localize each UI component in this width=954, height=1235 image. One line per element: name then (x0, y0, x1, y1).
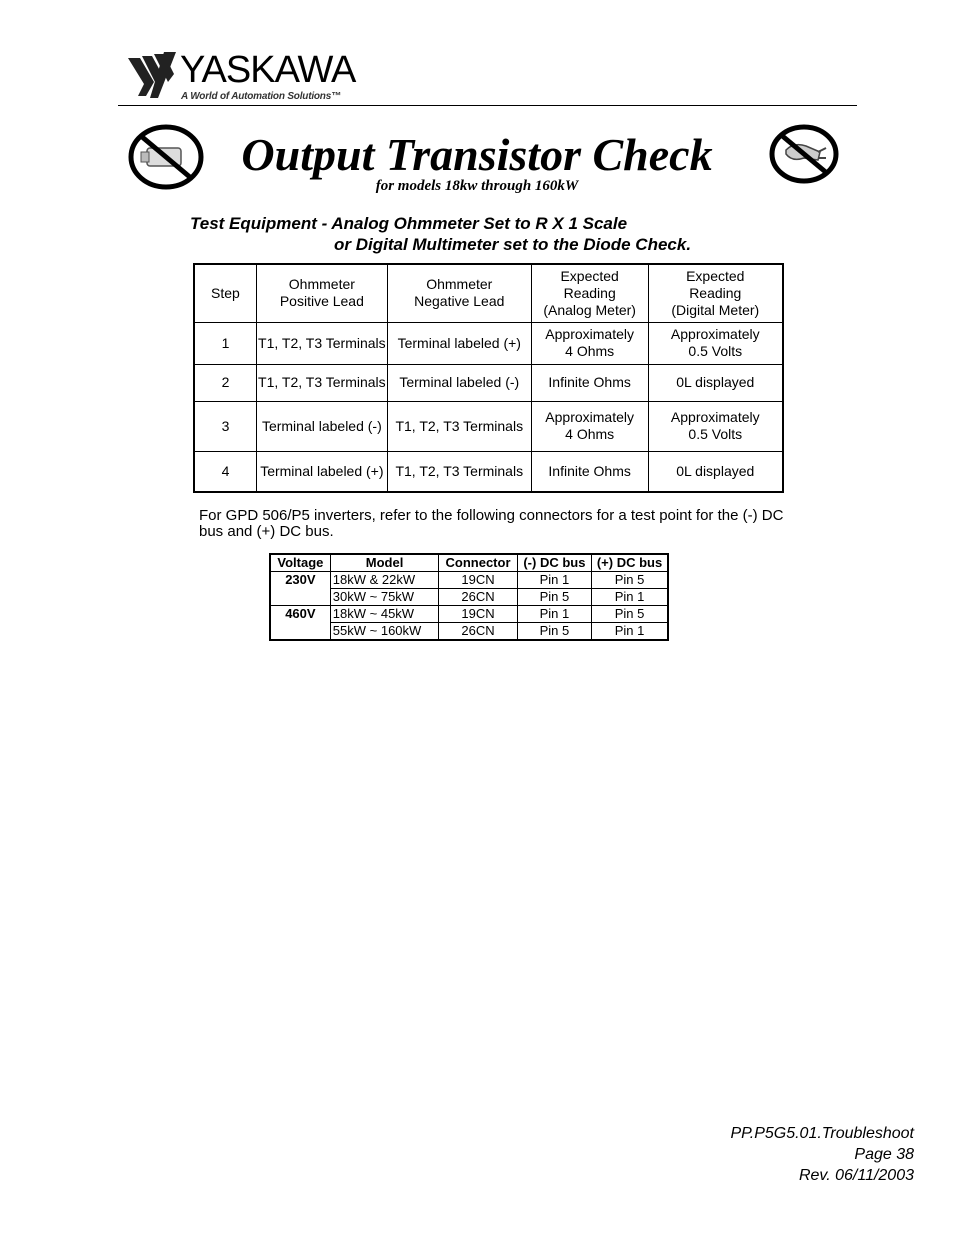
table-cell: Terminal labeled (-) (387, 364, 531, 401)
table-cell: T1, T2, T3 Terminals (256, 322, 387, 364)
page-subtitle: for models 18kw through 160kW (375, 178, 579, 194)
test-equipment-line-2: or Digital Multimeter set to the Diode Check. (334, 235, 692, 254)
header-cell: Expected Reading (Analog Meter) (531, 264, 648, 322)
table-cell: Terminal labeled (+) (256, 451, 387, 492)
test-equipment-line-1: Test Equipment - Analog Ohmmeter Set to R X 1 Scale (190, 214, 628, 233)
table-header-row (194, 264, 783, 322)
table-cell: 55kW ~ 160kW (330, 623, 439, 641)
table-row (194, 364, 783, 401)
document-id: PP.P5G5.01.Troubleshoot (730, 1125, 914, 1142)
header-cell: Ohmmeter Negative Lead (387, 264, 531, 322)
table-cell: 3 (194, 401, 256, 451)
table-cell: T1, T2, T3 Terminals (256, 364, 387, 401)
table-cell: 0L displayed (648, 364, 783, 401)
no-plug-icon (768, 124, 840, 184)
table-cell: Approximately 0.5 Volts (648, 401, 783, 451)
table-row (194, 401, 783, 451)
page-title: Output Transistor Check (241, 129, 713, 180)
header-cell: Ohmmeter Positive Lead (256, 264, 387, 322)
table-cell: T1, T2, T3 Terminals (387, 451, 531, 492)
table-cell: 18kW & 22kW (330, 572, 439, 589)
header-divider (118, 105, 857, 106)
transistor-check-table (193, 263, 784, 493)
table-cell: Pin 5 (592, 572, 668, 589)
header-cell: (-) DC bus (517, 554, 591, 572)
table-row (194, 451, 783, 492)
page-number: Page 38 (854, 1146, 914, 1163)
table-cell: 26CN (439, 589, 517, 606)
brand-name: YASKAWA (180, 49, 356, 91)
table-cell: 2 (194, 364, 256, 401)
brand-tagline: A World of Automation Solutions™ (181, 91, 341, 102)
table-row (270, 572, 668, 589)
header-cell: Expected Reading (Digital Meter) (648, 264, 783, 322)
table-cell: Terminal labeled (+) (387, 322, 531, 364)
table-cell: Approximately 4 Ohms (531, 322, 648, 364)
table-row (270, 623, 668, 641)
table-cell: T1, T2, T3 Terminals (387, 401, 531, 451)
table-cell: 26CN (439, 623, 517, 641)
table-cell: Pin 5 (517, 589, 591, 606)
table-cell: Pin 5 (592, 606, 668, 623)
table-cell: Approximately 0.5 Volts (648, 322, 783, 364)
table-cell: Terminal labeled (-) (256, 401, 387, 451)
table-cell: Infinite Ohms (531, 364, 648, 401)
dc-bus-note: For GPD 506/P5 inverters, refer to the following connectors for a test point for the (-) DC bus and (+) DC bus. (199, 507, 784, 540)
page-footer (730, 1123, 914, 1186)
table-cell: 0L displayed (648, 451, 783, 492)
table-cell: 19CN (439, 606, 517, 623)
voltage-cell: 460V (270, 606, 330, 641)
table-cell: Pin 1 (592, 589, 668, 606)
table-cell: 30kW ~ 75kW (330, 589, 439, 606)
table-cell: 4 (194, 451, 256, 492)
table-cell: Pin 5 (517, 623, 591, 641)
table-row (270, 606, 668, 623)
table-cell: 18kW ~ 45kW (330, 606, 439, 623)
header-cell: (+) DC bus (592, 554, 668, 572)
dc-bus-connector-table (269, 553, 669, 641)
table-row (194, 322, 783, 364)
table-header-row (270, 554, 668, 572)
table-cell: Approximately 4 Ohms (531, 401, 648, 451)
table-row (270, 589, 668, 606)
voltage-cell: 230V (270, 572, 330, 606)
table-cell: Infinite Ohms (531, 451, 648, 492)
table-cell: 19CN (439, 572, 517, 589)
table-cell: Pin 1 (592, 623, 668, 641)
header-cell: Model (330, 554, 439, 572)
revision-date: Rev. 06/11/2003 (798, 1167, 914, 1184)
table-cell: 1 (194, 322, 256, 364)
table-cell: Pin 1 (517, 572, 591, 589)
header-cell: Step (194, 264, 256, 322)
header-cell: Voltage (270, 554, 330, 572)
header-cell: Connector (439, 554, 517, 572)
table-cell: Pin 1 (517, 606, 591, 623)
